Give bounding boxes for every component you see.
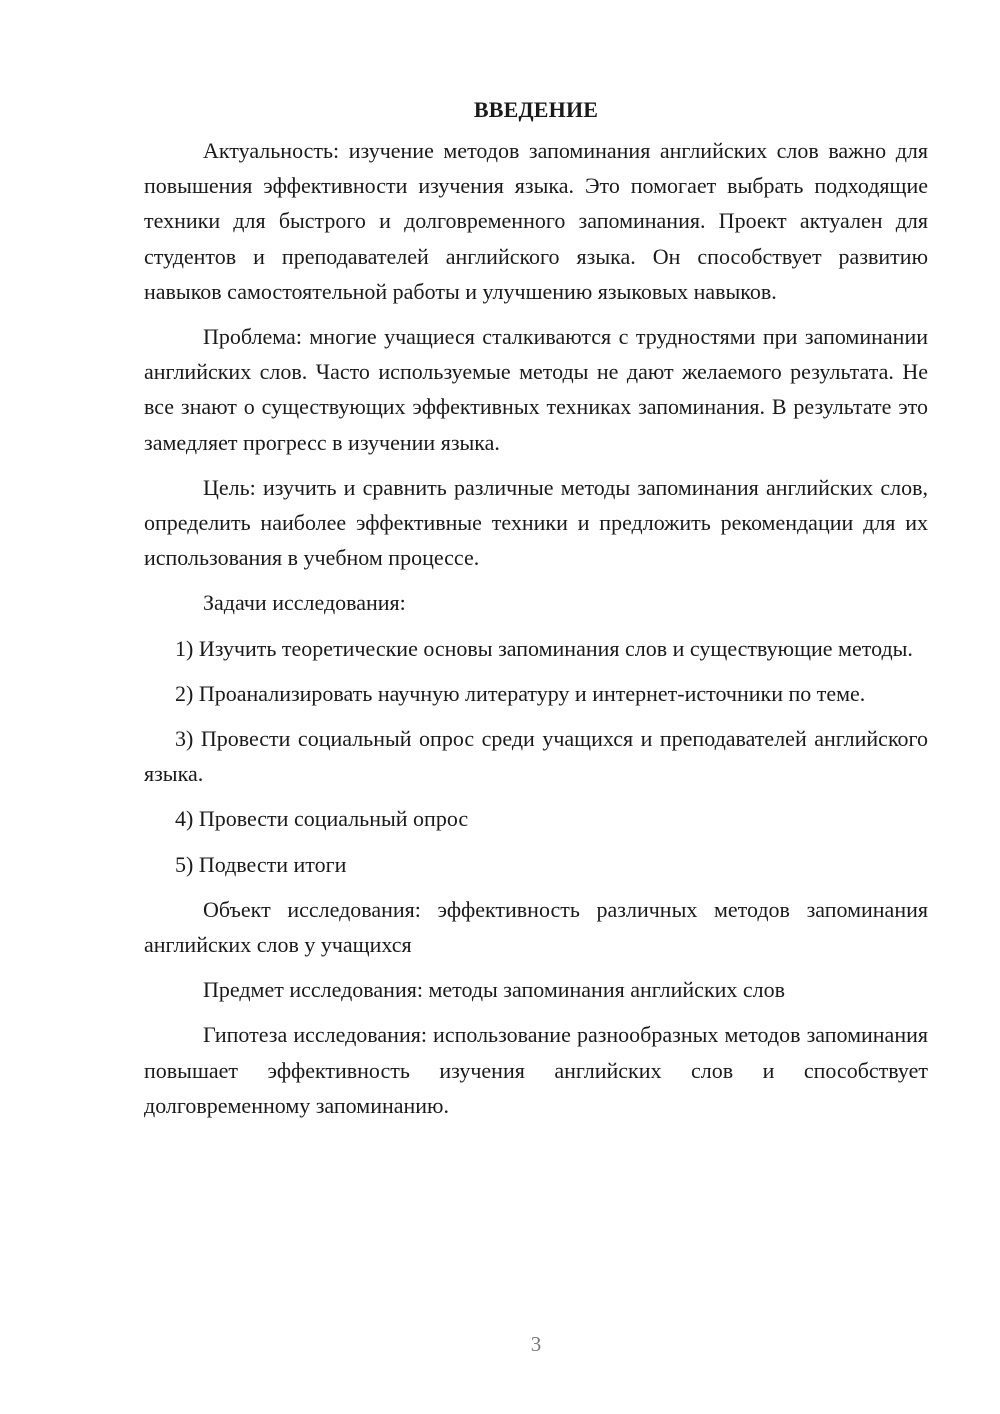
subject-paragraph: Предмет исследования: методы запоминания английских слов xyxy=(203,977,786,1003)
task-item-1: 1) Изучить теоретические основы запоминания слов и существующие методы. xyxy=(175,635,913,661)
problem-paragraph: Проблема: многие учащиеся сталкиваются с трудностями при запоминании английских слов. Часто используемые методы не дают желаемого результата. Не все знают о существующих эффективных техниках запоминания. В результате это замедляет прогресс в изучении языка. xyxy=(144,324,928,455)
section-heading: ВВЕДЕНИЕ xyxy=(473,97,599,122)
document-page xyxy=(144,92,928,1123)
object-paragraph: Объект исследования: эффективность различных методов запоминания английских слов у учащихся xyxy=(144,896,928,958)
task-item-5: 5) Подвести итоги xyxy=(175,851,347,877)
hypothesis-paragraph: Гипотеза исследования: использование разнообразных методов запоминания повышает эффективность изучения английских слов и способствует долговременному запоминанию. xyxy=(144,1022,928,1118)
relevance-paragraph: Актуальность: изучение методов запоминания английских слов важно для повышения эффективности изучения языка. Это помогает выбрать подходящие техники для быстрого и долговременного запоминания. Проект актуален для студентов и преподавателей английского языка. Он способствует развитию навыков самостоятельной работы и улучшению языковых навыков. xyxy=(144,138,928,304)
task-item-2: 2) Проанализировать научную литературу и интернет-источники по теме. xyxy=(175,680,866,706)
page-number: 3 xyxy=(530,1332,542,1356)
task-item-4: 4) Провести социальный опрос xyxy=(175,806,469,832)
tasks-title: Задачи исследования: xyxy=(203,590,406,616)
task-item-3: 3) Провести социальный опрос среди учащихся и преподавателей английского языка. xyxy=(144,726,928,787)
goal-paragraph: Цель: изучить и сравнить различные методы запоминания английских слов, определить наиболее эффективные техники и предложить рекомендации для их использования в учебном процессе. xyxy=(144,474,928,571)
